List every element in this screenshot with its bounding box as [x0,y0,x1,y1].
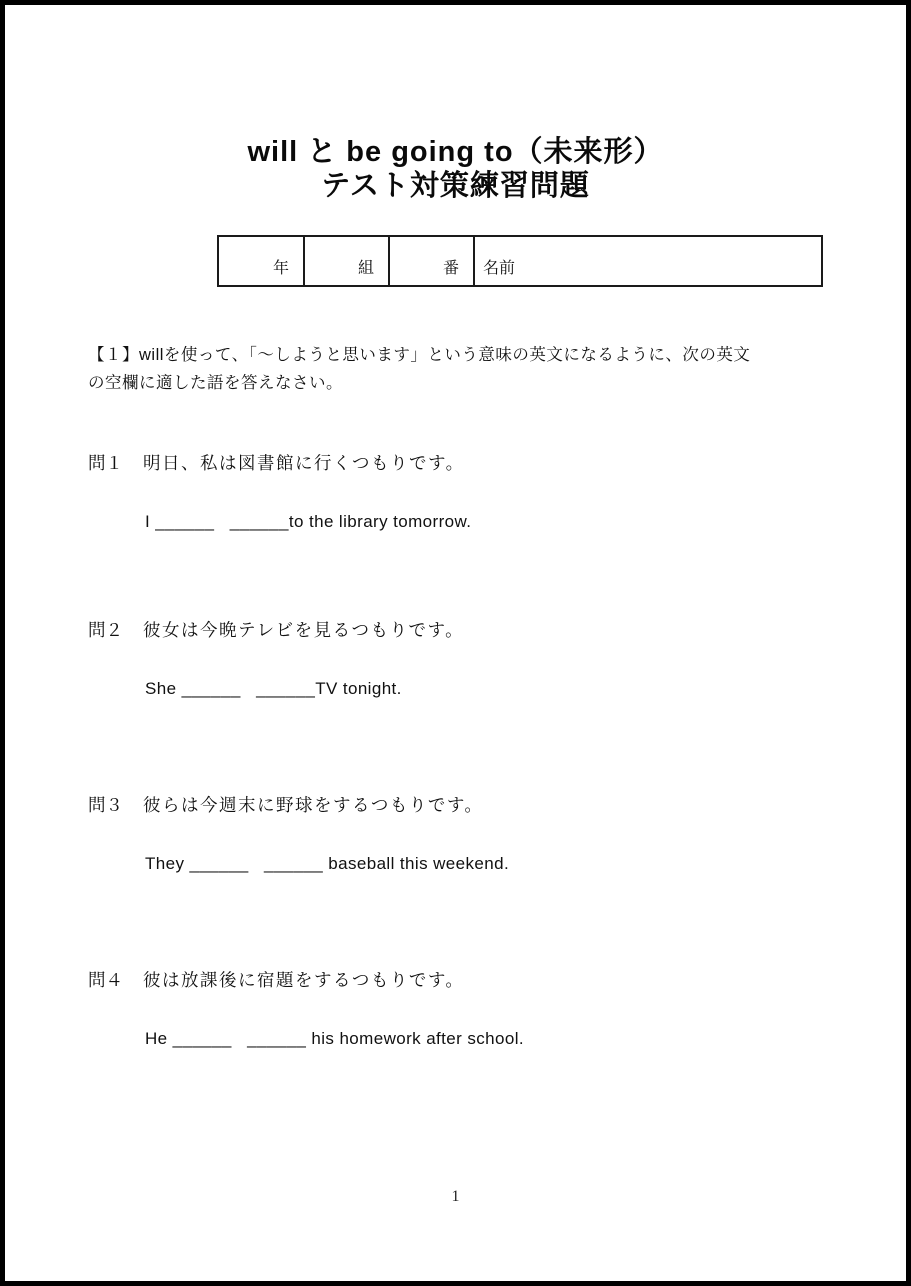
page-number: 1 [451,1188,460,1205]
problem-2-english: She ______ ______TV tonight. [145,679,402,698]
problem-1 [88,451,878,534]
name-table-class-cell [305,237,390,285]
problem-4-japanese: 彼は放課後に宿題をするつもりです。 [143,970,465,990]
problem-2-prompt [88,618,878,642]
problem-2 [88,618,878,701]
problem-1-english: I ______ ______to the library tomorrow. [145,512,472,531]
problem-3 [88,793,878,876]
name-table-name-cell [475,237,821,285]
section-instructions [88,342,840,397]
problem-4 [88,968,878,1051]
worksheet-title-line-2: テスト対策練習問題 [321,170,590,202]
class-label: 組 [357,260,374,277]
problem-1-japanese: 明日、私は図書館に行くつもりです。 [143,453,465,473]
problem-4-label: 問４ [88,970,123,990]
instructions-line-2: の空欄に適した語を答えなさい。 [88,373,343,392]
year-label: 年 [272,260,289,277]
worksheet-title [5,135,906,203]
problem-3-prompt [88,793,878,817]
problem-4-prompt [88,968,878,992]
number-label: 番 [442,260,459,277]
instructions-line-1: 【１】willを使って、「〜しようと思います」という意味の英文になるように、次の英文 [88,346,751,364]
problem-3-english: They ______ ______ baseball this weekend. [145,854,510,873]
worksheet-title-line-1: will と be going to（未来形） [247,136,664,168]
name-table [217,235,823,287]
problem-2-label: 問２ [88,620,123,640]
name-table-year-cell [219,237,305,285]
problem-3-japanese: 彼らは今週末に野球をするつもりです。 [143,795,484,815]
problem-3-label: 問３ [88,795,123,815]
problem-1-label: 問１ [88,453,123,473]
name-table-number-cell [390,237,475,285]
problem-2-japanese: 彼女は今晩テレビを見るつもりです。 [143,620,465,640]
problem-4-english: He ______ ______ his homework after school. [145,1029,525,1048]
problem-1-prompt [88,451,878,475]
name-label: 名前 [483,260,516,277]
